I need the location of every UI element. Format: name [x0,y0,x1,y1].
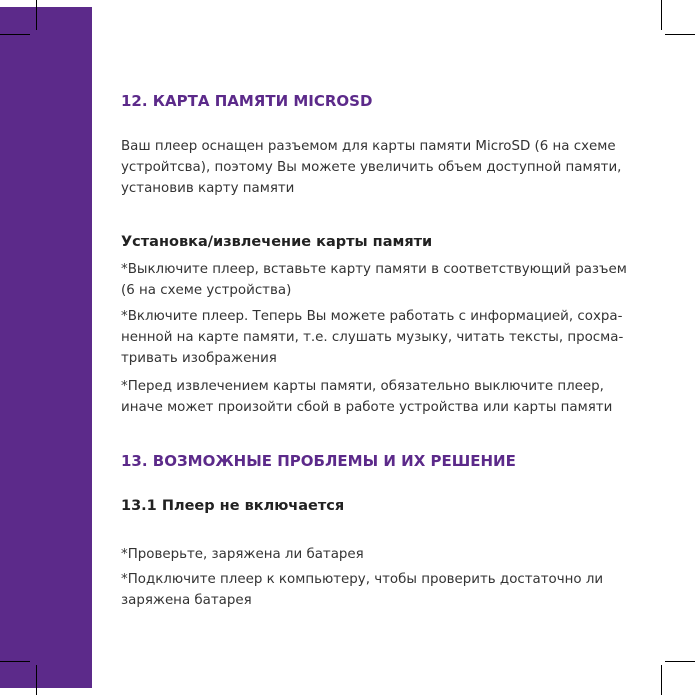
text-line: (6 на схеме устройства) [121,283,292,298]
text-line: *Выключите плеер, вставьте карту памяти в соответствующий разъем [121,262,627,277]
crop-mark [661,0,662,30]
text-line: *Проверьте, заряжена ли батарея [121,547,364,562]
text-line: заряжена батарея [121,593,252,608]
player-not-on-heading: 13.1 Плеер не включается [121,498,345,514]
instruction-item-3 [121,376,613,418]
text-line: установив карту памяти [121,181,295,196]
instruction-item-1 [121,259,627,301]
purple-sidebar-bar [0,7,92,688]
text-line: ненной на карте памяти, т.е. слушать музыку, читать тексты, просма- [121,330,624,345]
crop-mark [661,665,662,695]
instruction-item-2 [121,306,624,369]
text-line: тривать изображения [121,351,277,366]
text-line: иначе может произойти сбой в работе устройства или карты памяти [121,400,613,415]
crop-mark [36,0,37,30]
text-line: *Включите плеер. Теперь Вы можете работать с информацией, сохра- [121,309,623,324]
section-12-title: 12. КАРТА ПАМЯТИ MICROSD [121,92,373,110]
crop-mark [0,34,30,35]
install-remove-heading: Установка/извлечение карты памяти [121,234,433,250]
crop-mark [665,661,695,662]
section-13-title: 13. ВОЗМОЖНЫЕ ПРОБЛЕМЫ И ИХ РЕШЕНИЕ [121,452,516,470]
text-line: *Перед извлечением карты памяти, обязательно выключите плеер, [121,379,604,394]
troubleshoot-item-1 [121,544,603,565]
text-line: устройтсва), поэтому Вы можете увеличить объем доступной памяти, [121,160,622,175]
text-line: Ваш плеер оснащен разъемом для карты памяти MicroSD (6 на схеме [121,139,616,154]
crop-mark [665,34,695,35]
troubleshoot-item-2 [121,569,603,611]
section-12-intro [121,136,622,199]
crop-mark [36,665,37,695]
crop-mark [0,661,30,662]
text-line: *Подключите плеер к компьютеру, чтобы проверить достаточно ли [121,572,604,587]
